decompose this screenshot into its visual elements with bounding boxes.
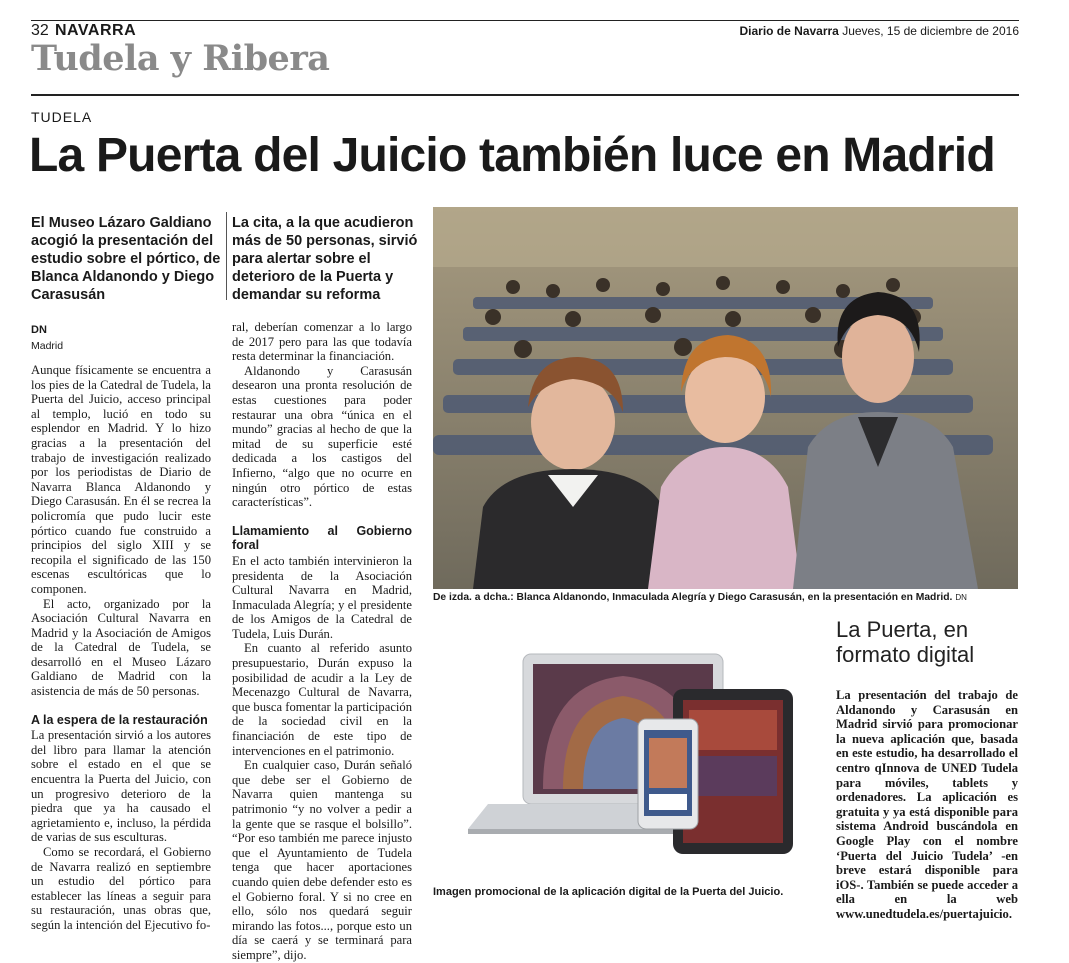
- subheading: Llamamiento al Gobierno foral: [232, 523, 412, 553]
- paragraph: Aldanondo y Carasusán desearon una pronta resolución de estas cuestiones para poder restaurar una obra “única en el mundo” gracias al hecho de que la mitad de su superficie esté dedicada a los castigos del Infierno, “algo que no ocurre en ningún otro pórtico de estas características”.: [232, 363, 412, 510]
- standfirst-1: El Museo Lázaro Galdiano acogió la presentación del estudio sobre el pórtico, de Blanca Aldanondo y Diego Carasusán: [31, 215, 221, 303]
- subheading: A la espera de la restauración: [31, 712, 208, 727]
- section-name: NAVARRA: [55, 22, 137, 39]
- body-column-2: [232, 320, 412, 962]
- sidebar-title: La Puerta, en formato digital: [836, 617, 975, 667]
- photo-credit: DN: [955, 593, 967, 602]
- subsection-title: Tudela y Ribera: [31, 38, 330, 79]
- paragraph: La presentación sirvió a los autores del libro para llamar la atención sobre el estado en el que se encuentra la Puerta del Juicio, con un progresivo deterioro de la piedra que ya ha causado el agrietamiento e, incluso, la pérdida de varias de sus esculturas.: [31, 728, 211, 845]
- publication-date: Jueves, 15 de diciembre de 2016: [842, 24, 1019, 38]
- kicker: TUDELA: [31, 109, 93, 125]
- paragraph: Como se recordará, el Gobierno de Navarra realizó en septiembre un estudio del pórtico para establecer las líneas a seguir para su restauración, unas obras que, según la intención del Ejecutivo fo-: [31, 845, 211, 932]
- promo-caption: Imagen promocional de la aplicación digital de la Puerta del Juicio.: [433, 886, 784, 898]
- paragraph: El acto, organizado por la Asociación Cultural Navarra en Madrid y la Asociación de Amigos de la Catedral de Tudela, se desarrolló en el Museo Lázaro Galdiano de Madrid con la asistencia de más de 50 personas.: [31, 596, 211, 699]
- standfirst-divider: [226, 212, 227, 300]
- paragraph: En cuanto al referido asunto presupuestario, Durán expuso la posibilidad de acudir a la Ley de Mecenazgo Cultural de Navarra, que busca fomentar la participación de la sociedad civil en la financiación de este tipo de intervenciones en el patrimonio.: [232, 641, 412, 758]
- sidebar-body: La presentación del trabajo de Aldanondo y Carasusán en Madrid sirvió para promocionar la nueva aplicación que, basada en este estudio, ha desarrollado el centro qInnova de UNED Tudela para móviles, tablets y ordenadores. La aplicación es gratuita y ya está disponible para sistema Android buscándola en Google Play con el nombre ‘Puerta del Juicio Tudela’ -en breve estará disponible para iOS-. También se puede acceder a ella en la web www.unedtudela.es/puertajuicio.: [836, 688, 1018, 921]
- header-bottom-rule: [31, 94, 1019, 96]
- body-column-1: [31, 363, 211, 932]
- newspaper-name: Diario de Navarra: [739, 24, 839, 38]
- header-top-rule: [31, 20, 1019, 21]
- paragraph: En el acto también intervinieron la presidenta de la Asociación Cultural Navarra en Madrid, Inmaculada Alegría; y el presidente de los Amigos de la Catedral de Tudela, Luis Durán.: [232, 553, 412, 641]
- paragraph: ral, deberían comenzar a lo largo de 2017 pero para las que todavía resta determinar la financiación.: [232, 320, 412, 364]
- app-promo-image: [433, 614, 823, 884]
- photo-caption-text: De izda. a dcha.: Blanca Aldanondo, Inmaculada Alegría y Diego Carasusán, en la presentación en Madrid.: [433, 592, 953, 603]
- paragraph: Aunque físicamente se encuentra a los pies de la Catedral de Tudela, la Puerta del Juicio, acceso principal al templo, lució en todo su esplendor en Madrid. Y lo hizo gracias a la presentación del trabajo de investigación realizado por los periodistas de Diario de Navarra Blanca Aldanondo y Diego Carasusán. En él se recrea la policromía que pudo lucir este pórtico cuando fue construido a principios del siglo XIII y se recopila el significado de las 150 escenas escultóricas que lo componen.: [31, 363, 211, 596]
- event-photo-illustration: [433, 207, 1018, 589]
- page-number: 32: [31, 22, 49, 39]
- photo-caption: [433, 592, 967, 603]
- dateline: Madrid: [31, 340, 64, 352]
- headline: La Puerta del Juicio también luce en Madrid: [29, 129, 995, 182]
- devices-illustration: [433, 614, 823, 884]
- masthead-info: [739, 24, 1019, 38]
- standfirst-2: La cita, a la que acudieron más de 50 personas, sirvió para alertar sobre el deterioro de la Puerta y demandar su reforma: [232, 215, 418, 303]
- byline: DN: [31, 324, 47, 336]
- event-photo: [433, 207, 1018, 589]
- paragraph: En cualquier caso, Durán señaló que debe ser el Gobierno de Navarra quien mantenga su patrimonio “y no volver a pedir a la gente que se rasque el bolsillo”. “Por eso también me parece injusto que el Ayuntamiento de Tudela tenga que hacer aportaciones cuando quien debe defender esto es el Gobierno foral. Y si no cree en ello, sólo nos quedará seguir mirando las fotos..., porque esto un día se caerá y se terminará para siempre”, dijo.: [232, 758, 412, 962]
